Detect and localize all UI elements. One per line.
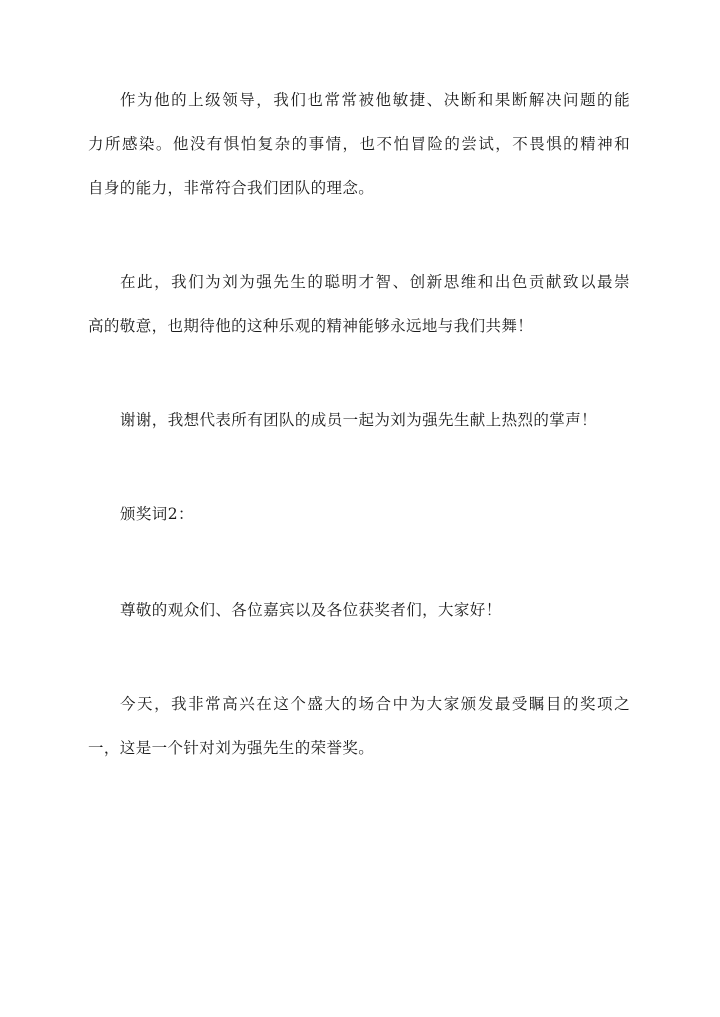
text-line: 颁奖词2： xyxy=(120,505,194,523)
text-line: 在此，我们为刘为强先生的聪明才智、创新思维和出色贡献致以最崇 xyxy=(120,273,630,291)
text-line: 力所感染。他没有惧怕复杂的事情，也不怕冒险的尝试，不畏惧的精神和 xyxy=(88,135,630,153)
text-line: 今天，我非常高兴在这个盛大的场合中为大家颁发最受瞩目的奖项之 xyxy=(120,695,630,713)
text-line: 一，这是一个针对刘为强先生的荣誉奖。 xyxy=(88,739,375,757)
text-line: 高的敬意，也期待他的这种乐观的精神能够永远地与我们共舞！ xyxy=(88,317,534,335)
text-line: 尊敬的观众们、各位嘉宾以及各位获奖者们，大家好！ xyxy=(120,601,502,619)
text-line: 谢谢，我想代表所有团队的成员一起为刘为强先生献上热烈的掌声！ xyxy=(120,411,598,429)
text-line: 自身的能力，非常符合我们团队的理念。 xyxy=(88,179,375,197)
text-line: 作为他的上级领导，我们也常常被他敏捷、决断和果断解决问题的能 xyxy=(120,91,630,109)
